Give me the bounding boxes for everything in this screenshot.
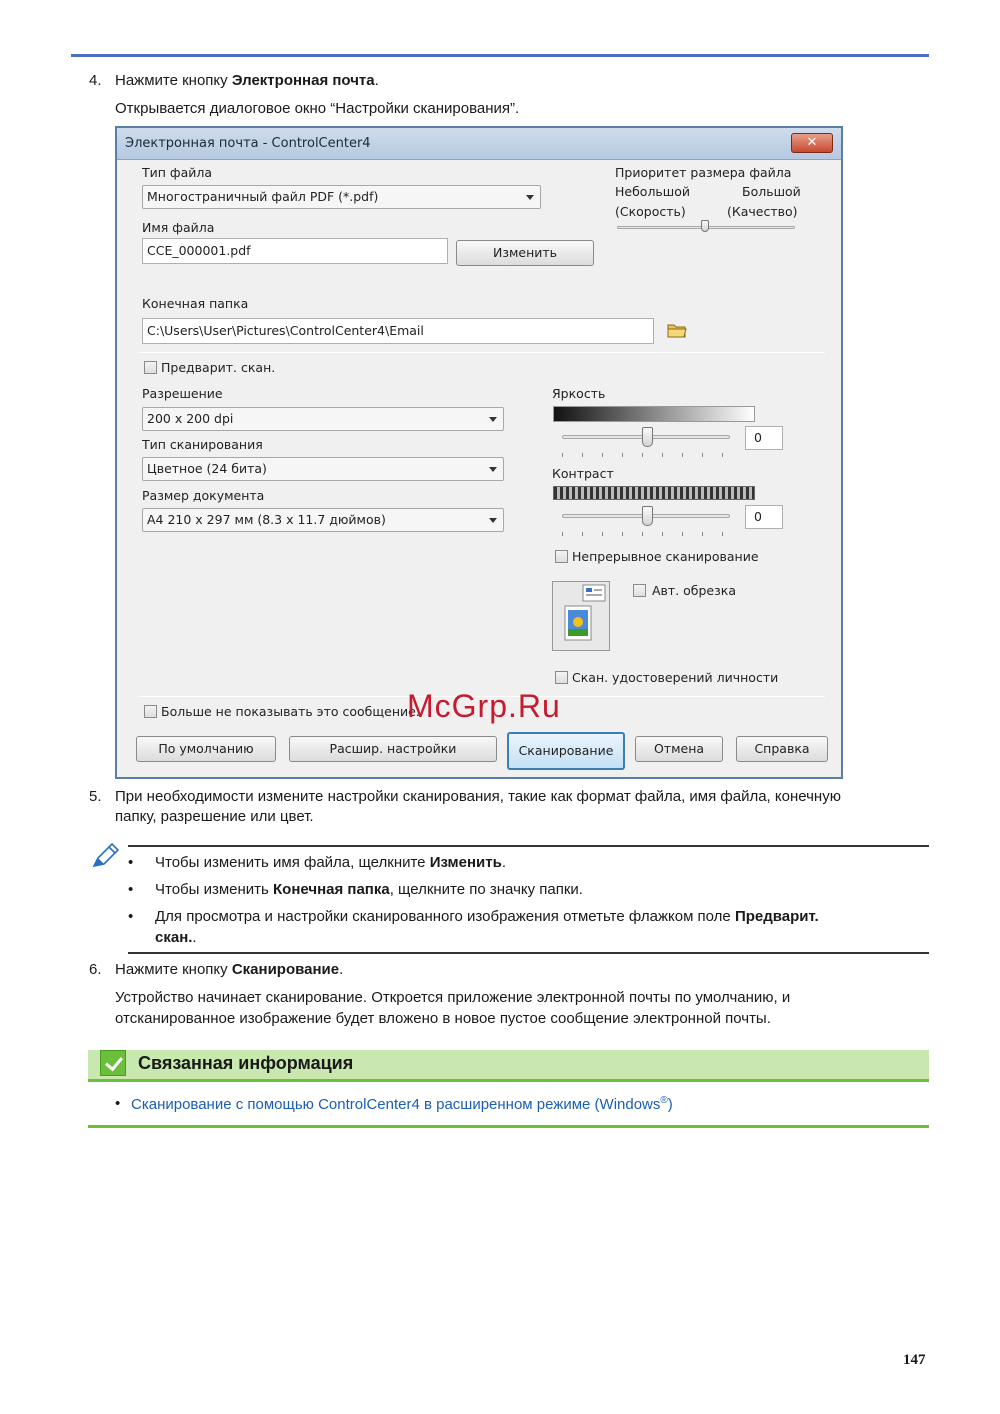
dialog-titlebar: [117, 128, 841, 160]
brightness-gradient: [553, 406, 755, 422]
step-5-continued: папку, разрешение или цвет.: [115, 808, 314, 825]
file-type-label: Тип файла: [142, 165, 213, 180]
auto-crop-label: Авт. обрезка: [652, 583, 736, 598]
contrast-ticks: [562, 532, 732, 536]
continuous-scan-checkbox[interactable]: [555, 550, 568, 563]
resolution-select[interactable]: 200 x 200 dpi: [142, 407, 504, 431]
step-4-description: Открывается диалоговое окно “Настройки сканирования”.: [115, 100, 520, 117]
brightness-ticks: [562, 453, 732, 457]
step-6-description-continued: отсканированное изображение будет вложено в новое пустое сообщение электронной почты.: [115, 1010, 771, 1027]
related-link[interactable]: Сканирование с помощью ControlCenter4 в расширенном режиме (Windows®): [131, 1095, 673, 1113]
dest-folder-label: Конечная папка: [142, 296, 249, 311]
related-bullet: •: [115, 1095, 121, 1112]
watermark: McGrp.Ru: [407, 688, 561, 724]
document-preview-icon: [552, 581, 610, 651]
related-info-header: [88, 1050, 929, 1082]
dialog-title: Электронная почта - ControlCenter4: [125, 136, 371, 151]
doc-size-select[interactable]: A4 210 x 297 мм (8.3 x 11.7 дюймов): [142, 508, 504, 532]
folder-icon[interactable]: [667, 322, 687, 338]
step-6-description: Устройство начинает сканирование. Откроется приложение электронной почты по умолчанию, и: [115, 989, 791, 1006]
note-top-rule: [128, 845, 929, 847]
separator: [139, 352, 825, 353]
dont-show-checkbox[interactable]: [144, 705, 157, 718]
dont-show-label: Больше не показывать это сообщение.: [161, 704, 420, 719]
page-number: 147: [903, 1352, 926, 1368]
contrast-slider-thumb[interactable]: [642, 506, 653, 526]
priority-speed-label: (Скорость): [615, 204, 686, 219]
help-button[interactable]: Справка: [736, 736, 828, 762]
scan-button[interactable]: Сканирование: [507, 732, 625, 770]
contrast-label: Контраст: [552, 466, 614, 481]
related-info-title: Связанная информация: [138, 1053, 354, 1073]
continuous-scan-label: Непрерывное сканирование: [572, 549, 759, 564]
priority-quality-label: (Качество): [727, 204, 798, 219]
chevron-down-icon: [489, 467, 497, 472]
cancel-button[interactable]: Отмена: [635, 736, 723, 762]
resolution-label: Разрешение: [142, 386, 223, 401]
brightness-slider-thumb[interactable]: [642, 427, 653, 447]
brightness-label: Яркость: [552, 386, 606, 401]
preview-scan-label: Предварит. скан.: [161, 360, 276, 375]
chevron-down-icon: [489, 417, 497, 422]
priority-slider-thumb[interactable]: [701, 220, 709, 232]
scan-type-select[interactable]: Цветное (24 бита): [142, 457, 504, 481]
priority-label: Приоритет размера файла: [615, 165, 792, 180]
contrast-value-field[interactable]: 0: [745, 505, 783, 529]
close-button[interactable]: ✕: [791, 133, 833, 153]
note-bottom-rule: [128, 952, 929, 954]
contrast-pattern: [553, 486, 755, 500]
advanced-settings-button[interactable]: Расшир. настройки: [289, 736, 497, 762]
checkmark-icon: [100, 1050, 126, 1076]
pencil-icon: [90, 840, 122, 872]
chevron-down-icon: [526, 195, 534, 200]
file-type-select[interactable]: Многостраничный файл PDF (*.pdf): [142, 185, 541, 209]
scan-type-label: Тип сканирования: [142, 437, 263, 452]
id-scan-label: Скан. удостоверений личности: [572, 670, 779, 685]
change-button[interactable]: Изменить: [456, 240, 594, 266]
scan-settings-dialog: [115, 126, 843, 779]
related-bottom-rule: [88, 1125, 929, 1128]
preview-scan-checkbox[interactable]: [144, 361, 157, 374]
auto-crop-checkbox[interactable]: [633, 584, 646, 597]
top-rule: [71, 54, 929, 57]
default-button[interactable]: По умолчанию: [136, 736, 276, 762]
priority-small-label: Небольшой: [615, 184, 691, 199]
file-name-label: Имя файла: [142, 220, 215, 235]
brightness-value-field[interactable]: 0: [745, 426, 783, 450]
doc-size-label: Размер документа: [142, 488, 265, 503]
chevron-down-icon: [489, 518, 497, 523]
id-scan-checkbox[interactable]: [555, 671, 568, 684]
file-name-field[interactable]: CCE_000001.pdf: [142, 238, 448, 264]
dest-folder-field[interactable]: C:\Users\User\Pictures\ControlCenter4\Email: [142, 318, 654, 344]
priority-large-label: Большой: [742, 184, 801, 199]
